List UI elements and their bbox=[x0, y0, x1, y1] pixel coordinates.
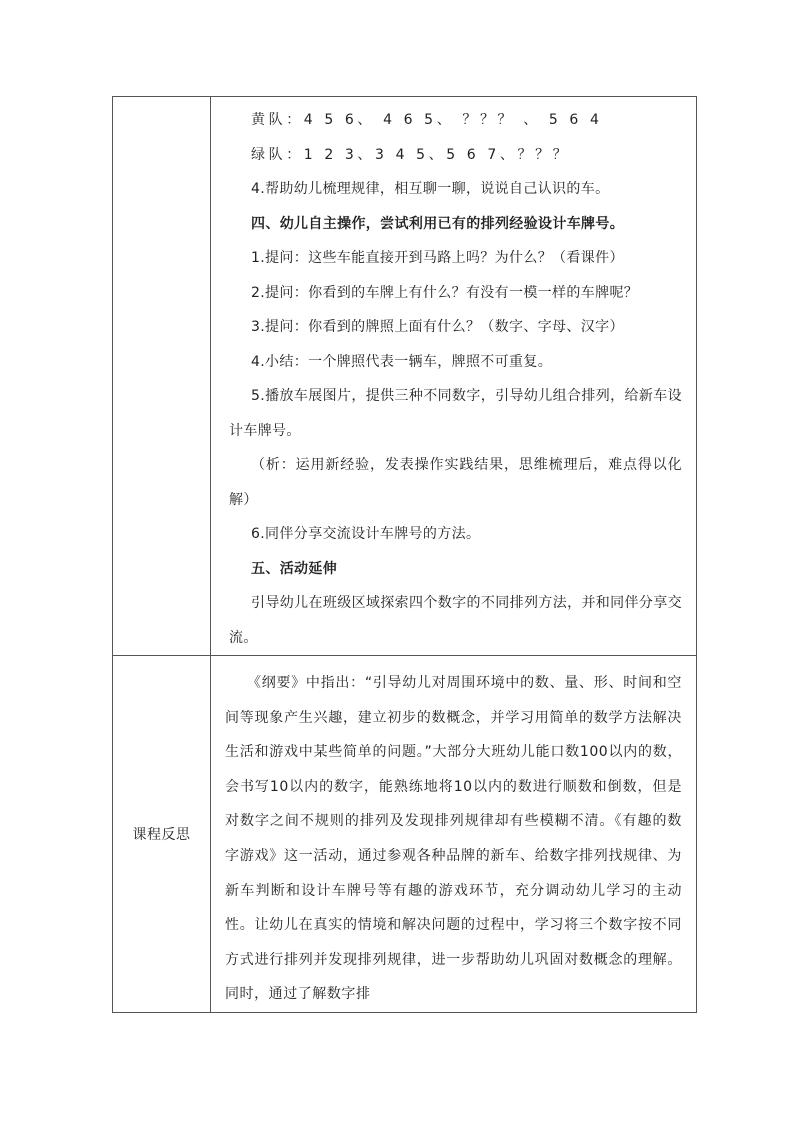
step-4-review-rules: 4.帮助幼儿梳理规律，相互聊一聊，说说自己认识的车。 bbox=[251, 181, 610, 197]
reflection-content-cell bbox=[211, 656, 697, 1013]
summary-4: 4.小结：一个牌照代表一辆车，牌照不可重复。 bbox=[251, 353, 553, 370]
question-1: 1.提问：这些车能直接开到马路上吗？为什么？（看课件） bbox=[251, 250, 624, 266]
step-6-share: 6.同伴分享交流设计车牌号的方法。 bbox=[251, 526, 481, 542]
green-team-sequence: 绿队：1 2 3、3 4 5、5 6 7、？？？ bbox=[251, 146, 571, 163]
activity-process-content-cell bbox=[211, 97, 697, 656]
activity-process-label-cell bbox=[113, 97, 211, 656]
section-5-heading: 五、活动延伸 bbox=[251, 560, 338, 577]
extension-text: 引导幼儿在班级区域探索四个数字的不同排列方法，并和同伴分享交流。 bbox=[229, 595, 682, 646]
analysis-note: （析：运用新经验，发表操作实践结果，思维梳理后，难点得以化解） bbox=[229, 457, 682, 508]
question-2: 2.提问：你看到的车牌上有什么？有没有一模一样的车牌呢？ bbox=[251, 284, 639, 301]
lesson-plan-table bbox=[112, 96, 697, 1013]
step-5-car-show: 5.播放车展图片，提供三种不同数字，引导幼儿组合排列，给新车设计车牌号。 bbox=[229, 388, 682, 439]
yellow-team-sequence: 黄队：4 5 6、 4 6 5、 ？？？ 、 5 6 4 bbox=[251, 112, 603, 128]
reflection-row bbox=[113, 656, 697, 1013]
reflection-label: 课程反思 bbox=[132, 826, 191, 843]
reflection-label-cell bbox=[113, 656, 211, 1013]
section-4-heading: 四、幼儿自主操作，尝试利用已有的排列经验设计车牌号。 bbox=[251, 215, 625, 232]
activity-process-row bbox=[113, 97, 697, 656]
reflection-text: 《纲要》中指出：“引导幼儿对周围环境中的数、量、形、时间和空间等现象产生兴趣，建立初步的数概念，并学习用简单的数学方法解决生活和游戏中某些简单的问题。”大部分大班幼儿能口数100以内的数，会书写10以内的数字，能熟练地将10以内的数进行顺数和倒数，但是对数字之间不规则的排列及发现排列规律却有些模糊不清。《有趣的数字游戏》这一活动，通过参观各种品牌的新车、给数字排列找规律、为新车判断和设计车牌号等有趣的游戏环节，充分调动幼儿学习的主动性。让幼儿在真实的情境和解决问题的过程中，学习将三个数字按不同方式进行排列并发现排列规律，进一步帮助幼儿巩固对数概念的理解。同时，通过了解数字排 bbox=[225, 675, 682, 1003]
question-3: 3.提问：你看到的牌照上面有什么？（数字、字母、汉字） bbox=[251, 319, 624, 335]
